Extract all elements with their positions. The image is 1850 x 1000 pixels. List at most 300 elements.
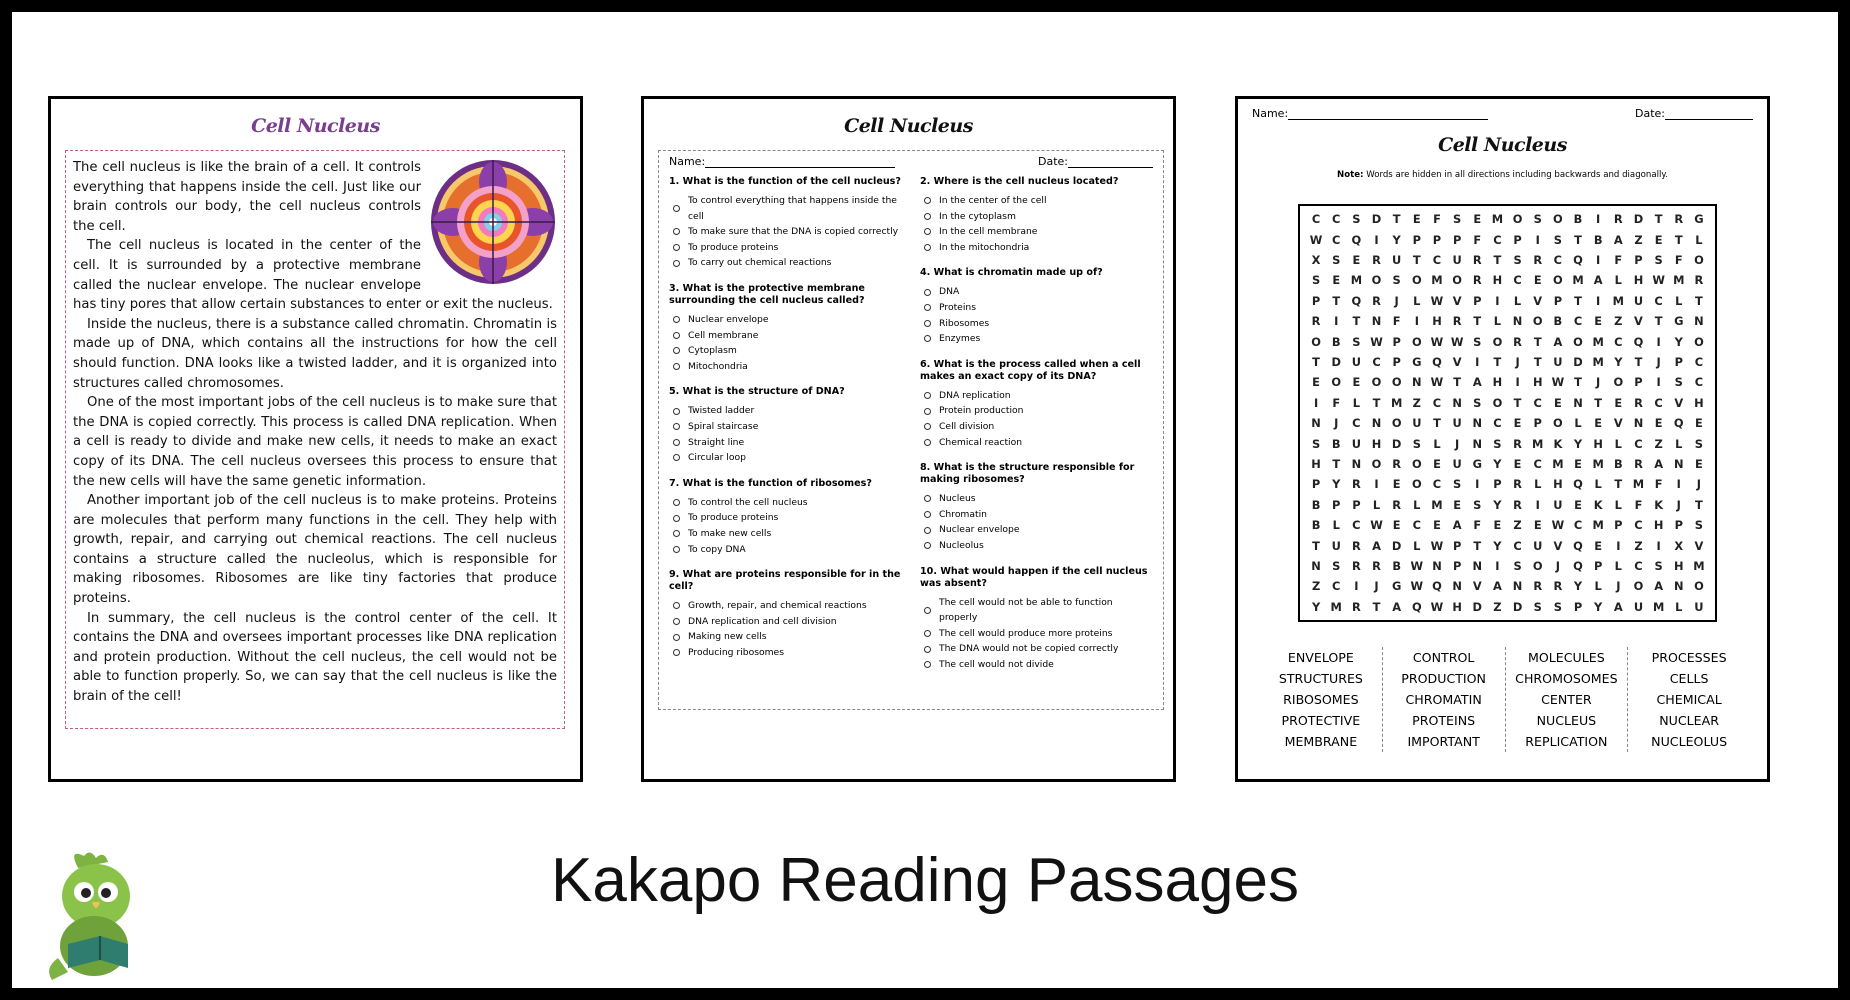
grid-letter[interactable]: O [1371,375,1382,390]
grid-letter[interactable]: M [1431,497,1443,512]
answer-option[interactable] [920,435,1153,451]
grid-letter[interactable]: E [1654,416,1663,431]
grid-letter[interactable]: J [1394,293,1399,308]
grid-letter[interactable]: O [1553,416,1563,431]
grid-letter[interactable]: I [1313,395,1319,410]
grid-letter[interactable]: T [1473,538,1482,553]
grid-letter[interactable]: N [1351,456,1362,471]
grid-letter[interactable]: R [1513,477,1522,492]
answer-option[interactable] [669,419,902,435]
grid-letter[interactable]: Y [1332,477,1341,492]
grid-letter[interactable]: T [1674,232,1683,247]
grid-letter[interactable]: W [1551,375,1565,390]
grid-letter[interactable]: B [1593,232,1603,247]
grid-letter[interactable]: V [1533,293,1543,308]
grid-letter[interactable]: B [1392,558,1401,573]
grid-letter[interactable]: G [1391,579,1402,594]
grid-letter[interactable]: R [1694,273,1704,288]
answer-option[interactable] [669,510,902,526]
grid-letter[interactable]: I [1475,477,1480,492]
radio-circle-icon[interactable] [673,649,680,656]
grid-letter[interactable]: X [1674,538,1684,553]
answer-option[interactable] [920,240,1153,256]
grid-letter[interactable]: J [1676,497,1681,512]
grid-letter[interactable]: Z [1634,538,1643,553]
grid-letter[interactable]: C [1513,538,1522,553]
radio-circle-icon[interactable] [673,499,680,506]
grid-letter[interactable]: A [1372,538,1381,553]
grid-letter[interactable]: J [1374,579,1379,594]
grid-letter[interactable]: R [1452,314,1462,329]
grid-letter[interactable]: W [1551,518,1565,533]
grid-letter[interactable]: O [1371,456,1382,471]
radio-circle-icon[interactable] [924,335,931,342]
grid-letter[interactable]: R [1372,293,1381,308]
answer-option[interactable] [920,491,1153,507]
grid-letter[interactable]: E [1594,416,1603,431]
grid-letter[interactable]: V [1613,416,1623,431]
answer-option[interactable] [669,450,902,466]
answer-option[interactable] [669,403,902,419]
radio-circle-icon[interactable] [924,304,931,311]
grid-letter[interactable]: T [1493,354,1502,369]
grid-letter[interactable]: W [1410,579,1424,594]
grid-letter[interactable]: L [1513,293,1522,308]
grid-letter[interactable]: B [1331,436,1341,451]
grid-letter[interactable]: M [1350,273,1363,288]
grid-letter[interactable]: L [1675,599,1683,614]
grid-letter[interactable]: U [1351,436,1361,451]
answer-option[interactable] [669,359,902,375]
grid-letter[interactable]: Z [1614,314,1623,329]
radio-circle-icon[interactable] [924,244,931,251]
grid-letter[interactable]: O [1694,252,1704,267]
grid-letter[interactable]: M [1592,456,1604,471]
grid-letter[interactable]: S [1533,599,1542,614]
grid-letter[interactable]: R [1392,497,1402,512]
grid-letter[interactable]: E [1312,375,1320,390]
grid-letter[interactable]: C [1311,212,1321,227]
radio-circle-icon[interactable] [924,527,931,534]
grid-letter[interactable]: G [1694,212,1704,227]
grid-letter[interactable]: S [1674,375,1683,390]
grid-letter[interactable]: E [1695,416,1703,431]
grid-letter[interactable]: N [1472,436,1483,451]
grid-letter[interactable]: D [1472,599,1482,614]
grid-letter[interactable]: W [1430,293,1444,308]
grid-letter[interactable]: N [1432,558,1442,573]
grid-letter[interactable]: I [1495,293,1500,308]
answer-option[interactable] [669,312,902,328]
grid-letter[interactable]: A [1452,518,1462,533]
answer-option[interactable] [920,522,1153,538]
grid-letter[interactable]: U [1633,293,1644,308]
grid-letter[interactable]: P [1493,477,1502,492]
grid-letter[interactable]: S [1473,395,1482,410]
grid-letter[interactable]: A [1613,232,1623,247]
grid-letter[interactable]: O [1411,456,1422,471]
grid-letter[interactable]: Q [1573,252,1583,267]
answer-option[interactable] [669,255,902,271]
grid-letter[interactable]: Q [1673,416,1684,431]
grid-letter[interactable]: V [1634,314,1643,329]
radio-circle-icon[interactable] [673,546,680,553]
grid-letter[interactable]: T [1372,395,1381,410]
grid-letter[interactable]: S [1352,334,1361,349]
radio-circle-icon[interactable] [924,542,931,549]
radio-circle-icon[interactable] [924,495,931,502]
grid-letter[interactable]: C [1573,314,1583,329]
grid-letter[interactable]: O [1633,579,1644,594]
grid-letter[interactable]: R [1351,538,1361,553]
grid-letter[interactable]: T [1412,252,1421,267]
grid-letter[interactable]: C [1332,232,1341,247]
grid-letter[interactable]: O [1391,375,1402,390]
grid-letter[interactable]: E [1574,497,1582,512]
grid-letter[interactable]: W [1430,375,1444,390]
grid-letter[interactable]: O [1492,395,1503,410]
grid-letter[interactable]: H [1311,456,1321,471]
grid-letter[interactable]: J [1616,579,1621,594]
grid-letter[interactable]: S [1493,436,1502,451]
answer-option[interactable] [920,193,1153,209]
grid-letter[interactable]: N [1633,416,1644,431]
grid-letter[interactable]: O [1694,334,1704,349]
grid-letter[interactable]: Q [1633,334,1644,349]
answer-option[interactable] [920,224,1153,240]
grid-letter[interactable]: C [1432,252,1442,267]
grid-letter[interactable]: D [1331,354,1341,369]
grid-letter[interactable]: M [1552,456,1564,471]
radio-circle-icon[interactable] [924,439,931,446]
grid-letter[interactable]: W [1430,599,1444,614]
grid-letter[interactable]: L [1695,232,1703,247]
grid-letter[interactable]: D [1573,354,1583,369]
grid-letter[interactable]: R [1634,456,1643,471]
answer-option[interactable] [669,598,902,614]
grid-letter[interactable]: I [1515,375,1520,390]
grid-letter[interactable]: N [1472,558,1483,573]
grid-letter[interactable]: N [1472,416,1483,431]
grid-letter[interactable]: S [1352,212,1361,227]
grid-letter[interactable]: T [1433,416,1441,431]
grid-letter[interactable]: L [1433,436,1441,451]
grid-letter[interactable]: T [1513,395,1522,410]
grid-letter[interactable]: C [1533,456,1542,471]
grid-letter[interactable]: P [1533,416,1542,431]
radio-circle-icon[interactable] [924,607,931,614]
grid-letter[interactable]: O [1532,314,1543,329]
grid-letter[interactable]: C [1694,354,1704,369]
grid-letter[interactable]: Q [1573,558,1583,573]
grid-letter[interactable]: N [1311,558,1321,573]
grid-letter[interactable]: J [1696,477,1702,492]
grid-letter[interactable]: N [1673,456,1684,471]
grid-letter[interactable]: O [1411,273,1422,288]
grid-letter[interactable]: C [1694,375,1704,390]
grid-letter[interactable]: L [1594,477,1602,492]
grid-letter[interactable]: J [1596,375,1601,390]
radio-circle-icon[interactable] [673,439,680,446]
radio-circle-icon[interactable] [673,205,680,212]
grid-letter[interactable]: P [1452,538,1462,553]
grid-letter[interactable]: L [1614,273,1622,288]
radio-circle-icon[interactable] [673,602,680,609]
grid-letter[interactable]: O [1573,334,1583,349]
grid-letter[interactable]: C [1372,354,1381,369]
grid-letter[interactable]: A [1654,456,1664,471]
grid-letter[interactable]: F [1634,497,1643,512]
grid-letter[interactable]: M [1612,293,1624,308]
grid-letter[interactable]: T [1493,252,1502,267]
grid-letter[interactable]: E [1654,232,1663,247]
answer-option[interactable] [669,542,902,558]
grid-letter[interactable]: U [1392,252,1402,267]
grid-letter[interactable]: I [1495,558,1500,573]
grid-letter[interactable]: N [1452,395,1462,410]
grid-letter[interactable]: A [1472,375,1482,390]
grid-letter[interactable]: F [1654,477,1663,492]
grid-letter[interactable]: Y [1573,579,1583,594]
grid-letter[interactable]: O [1411,334,1422,349]
grid-letter[interactable]: E [1513,456,1522,471]
grid-letter[interactable]: I [1374,232,1379,247]
grid-letter[interactable]: M [1431,273,1443,288]
radio-circle-icon[interactable] [924,228,931,235]
grid-letter[interactable]: Y [1614,354,1623,369]
grid-letter[interactable]: Y [1594,599,1603,614]
grid-letter[interactable]: I [1354,579,1359,594]
grid-letter[interactable]: P [1392,334,1401,349]
grid-letter[interactable]: L [1352,395,1360,410]
grid-letter[interactable]: U [1533,538,1543,553]
answer-option[interactable] [920,300,1153,316]
grid-letter[interactable]: C [1493,416,1502,431]
grid-letter[interactable]: W [1370,334,1383,349]
grid-letter[interactable]: Y [1493,538,1502,553]
grid-letter[interactable]: T [1574,375,1582,390]
radio-circle-icon[interactable] [924,392,931,399]
grid-letter[interactable]: E [1412,212,1421,227]
grid-letter[interactable]: G [1412,354,1422,369]
grid-letter[interactable]: M [1693,558,1705,573]
grid-letter[interactable]: R [1553,579,1563,594]
grid-letter[interactable]: G [1472,456,1482,471]
grid-letter[interactable]: E [1392,518,1401,533]
grid-letter[interactable]: F [1473,232,1482,247]
grid-letter[interactable]: H [1492,375,1503,390]
grid-letter[interactable]: E [1473,212,1482,227]
grid-letter[interactable]: R [1351,599,1361,614]
grid-letter[interactable]: W [1430,334,1444,349]
grid-letter[interactable]: L [1534,477,1542,492]
grid-letter[interactable]: S [1332,252,1341,267]
radio-circle-icon[interactable] [673,634,680,641]
grid-letter[interactable]: T [1392,212,1401,227]
grid-letter[interactable]: T [1332,293,1341,308]
answer-option[interactable] [920,507,1153,523]
grid-letter[interactable]: V [1674,395,1684,410]
grid-letter[interactable]: N [1694,314,1704,329]
grid-letter[interactable]: F [1392,314,1401,329]
answer-option[interactable] [920,331,1153,347]
grid-letter[interactable]: S [1553,232,1562,247]
grid-letter[interactable]: S [1392,273,1401,288]
grid-letter[interactable]: A [1613,599,1623,614]
grid-letter[interactable]: A [1392,599,1402,614]
grid-letter[interactable]: T [1634,354,1643,369]
grid-letter[interactable]: W [1430,538,1444,553]
grid-letter[interactable]: S [1654,558,1663,573]
answer-option[interactable] [920,316,1153,332]
grid-letter[interactable]: V [1694,538,1704,553]
grid-letter[interactable]: R [1513,497,1522,512]
grid-letter[interactable]: R [1472,273,1482,288]
grid-letter[interactable]: R [1351,558,1361,573]
grid-letter[interactable]: U [1694,599,1704,614]
grid-letter[interactable]: Y [1311,599,1321,614]
grid-letter[interactable]: D [1512,599,1523,614]
grid-letter[interactable]: I [1475,354,1480,369]
grid-letter[interactable]: E [1553,395,1562,410]
radio-circle-icon[interactable] [673,260,680,267]
radio-circle-icon[interactable] [673,228,680,235]
grid-letter[interactable]: J [1334,416,1339,431]
grid-letter[interactable]: L [1372,497,1381,512]
grid-letter[interactable]: V [1452,354,1462,369]
radio-circle-icon[interactable] [924,289,931,296]
grid-letter[interactable]: M [1592,334,1604,349]
grid-letter[interactable]: S [1412,436,1421,451]
grid-letter[interactable]: I [1535,497,1540,512]
grid-letter[interactable]: O [1512,212,1523,227]
radio-circle-icon[interactable] [924,320,931,327]
grid-letter[interactable]: Q [1432,354,1442,369]
grid-letter[interactable]: P [1352,497,1361,512]
grid-letter[interactable]: S [1533,212,1542,227]
grid-letter[interactable]: E [1614,395,1623,410]
grid-letter[interactable]: J [1656,354,1661,369]
grid-letter[interactable]: L [1413,293,1421,308]
grid-letter[interactable]: I [1596,252,1601,267]
grid-letter[interactable]: C [1332,579,1341,594]
grid-letter[interactable]: U [1452,252,1462,267]
grid-letter[interactable]: N [1673,579,1684,594]
grid-letter[interactable]: S [1654,252,1663,267]
grid-letter[interactable]: R [1372,558,1381,573]
grid-letter[interactable]: O [1532,558,1543,573]
grid-letter[interactable]: A [1493,579,1502,594]
grid-letter[interactable]: R [1392,456,1402,471]
grid-letter[interactable]: H [1694,395,1704,410]
grid-letter[interactable]: P [1452,232,1462,247]
grid-letter[interactable]: J [1454,436,1460,451]
grid-letter[interactable]: I [1596,212,1601,227]
answer-option[interactable] [920,641,1153,657]
grid-letter[interactable]: A [1654,579,1664,594]
grid-letter[interactable]: I [1334,314,1339,329]
grid-letter[interactable]: E [1533,518,1542,533]
grid-letter[interactable]: S [1694,518,1704,533]
grid-letter[interactable]: S [1311,273,1321,288]
grid-letter[interactable]: C [1432,395,1442,410]
grid-letter[interactable]: N [1412,375,1422,390]
grid-letter[interactable]: U [1633,599,1644,614]
grid-letter[interactable]: C [1634,436,1643,451]
grid-letter[interactable]: E [1594,314,1603,329]
grid-letter[interactable]: H [1653,518,1664,533]
grid-letter[interactable]: P [1634,375,1643,390]
grid-letter[interactable]: L [1675,436,1683,451]
grid-letter[interactable]: N [1452,579,1462,594]
answer-option[interactable] [920,209,1153,225]
grid-letter[interactable]: R [1533,252,1543,267]
grid-letter[interactable]: E [1493,518,1502,533]
grid-letter[interactable]: B [1331,334,1341,349]
grid-letter[interactable]: Z [1513,518,1522,533]
grid-letter[interactable]: T [1332,456,1341,471]
grid-letter[interactable]: Y [1392,232,1401,247]
grid-letter[interactable]: L [1614,558,1622,573]
grid-letter[interactable]: H [1492,273,1503,288]
grid-letter[interactable]: P [1513,232,1522,247]
answer-option[interactable] [669,224,902,240]
answer-option[interactable] [920,626,1153,642]
grid-letter[interactable]: W [1410,558,1424,573]
grid-letter[interactable]: O [1371,273,1382,288]
grid-letter[interactable]: I [1676,477,1681,492]
answer-option[interactable] [669,435,902,451]
grid-letter[interactable]: H [1633,273,1644,288]
grid-letter[interactable]: Q [1432,579,1442,594]
answer-option[interactable] [920,538,1153,554]
grid-letter[interactable]: W [1450,334,1464,349]
grid-letter[interactable]: V [1472,579,1482,594]
grid-letter[interactable]: R [1513,334,1522,349]
answer-option[interactable] [669,526,902,542]
grid-letter[interactable]: O [1553,273,1563,288]
radio-circle-icon[interactable] [924,408,931,415]
grid-letter[interactable]: R [1634,395,1643,410]
grid-letter[interactable]: R [1372,252,1381,267]
grid-letter[interactable]: N [1371,314,1382,329]
grid-letter[interactable]: C [1573,518,1583,533]
grid-letter[interactable]: P [1593,558,1603,573]
grid-letter[interactable]: M [1330,599,1342,614]
grid-letter[interactable]: K [1654,497,1664,512]
grid-letter[interactable]: K [1593,497,1603,512]
grid-letter[interactable]: S [1473,497,1482,512]
grid-letter[interactable]: J [1515,354,1520,369]
grid-letter[interactable]: E [1513,416,1522,431]
answer-option[interactable] [920,388,1153,404]
grid-letter[interactable]: U [1452,416,1462,431]
grid-letter[interactable]: T [1695,497,1703,512]
grid-letter[interactable]: M [1632,477,1645,492]
radio-circle-icon[interactable] [673,530,680,537]
grid-letter[interactable]: Z [1634,232,1643,247]
grid-letter[interactable]: P [1392,354,1401,369]
radio-circle-icon[interactable] [924,423,931,430]
grid-letter[interactable]: U [1351,354,1361,369]
radio-circle-icon[interactable] [924,197,931,204]
grid-letter[interactable]: C [1412,518,1421,533]
grid-letter[interactable]: H [1553,477,1563,492]
grid-letter[interactable]: F [1674,252,1683,267]
grid-letter[interactable]: T [1352,314,1361,329]
grid-letter[interactable]: Y [1493,497,1502,512]
grid-letter[interactable]: N [1512,314,1523,329]
